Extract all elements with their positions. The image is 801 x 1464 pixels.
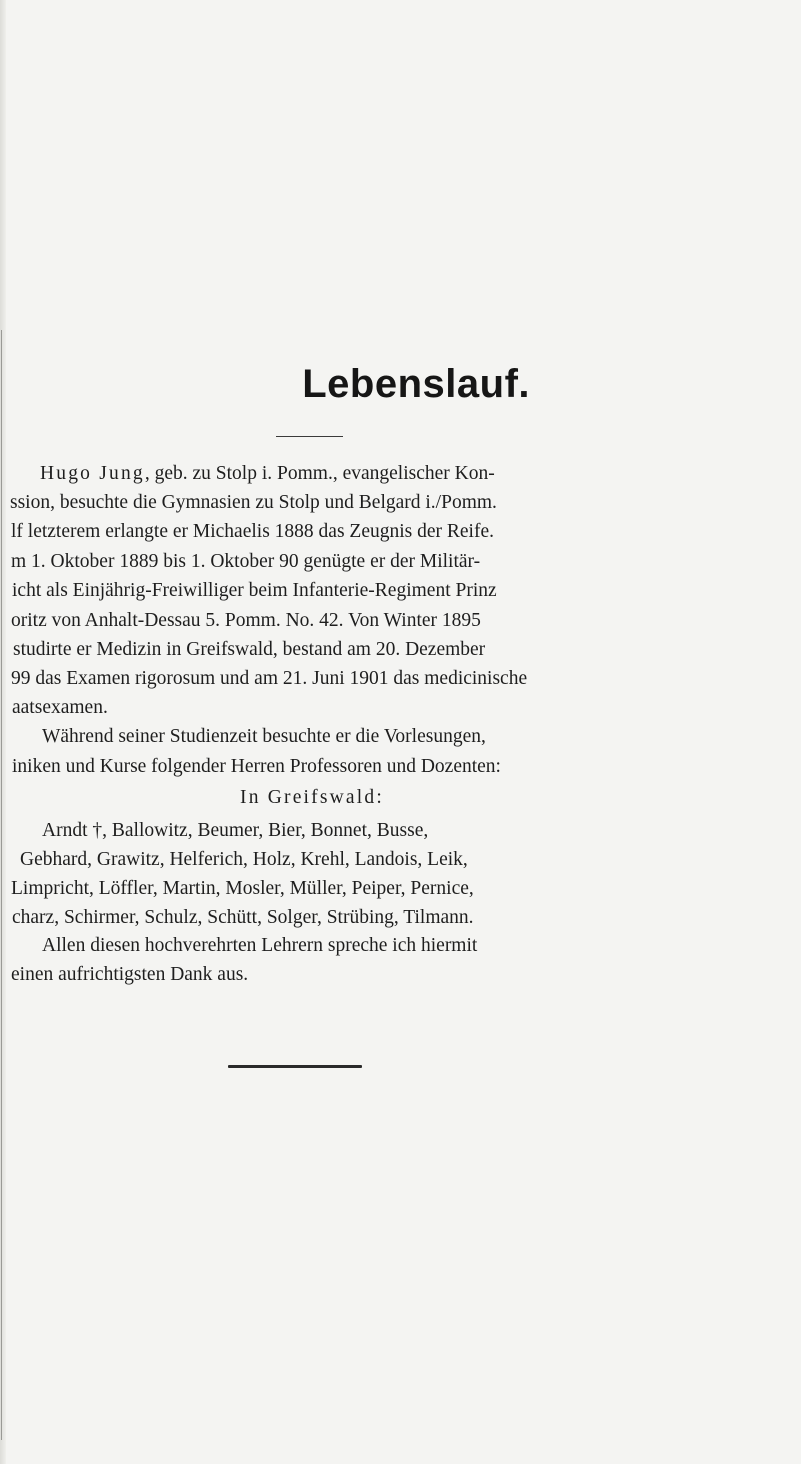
text-line-1: Hugo Jung, geb. zu Stolp i. Pomm., evangelischer Kon- xyxy=(40,463,495,484)
text-line-11: iniken und Kurse folgender Herren Professoren und Dozenten: xyxy=(12,756,501,777)
document-title: Lebenslauf. xyxy=(302,362,530,406)
text-line-10: Während seiner Studienzeit besuchte er die Vorlesungen, xyxy=(42,726,486,747)
text-line-18: einen aufrichtigsten Dank aus. xyxy=(11,964,249,985)
section-heading: In Greifswald: xyxy=(240,787,384,808)
text-line-7: studirte er Medizin in Greifswald, bestand am 20. Dezember xyxy=(13,639,486,660)
text-line-16: charz, Schirmer, Schulz, Schütt, Solger, Strübing, Tilmann. xyxy=(12,907,474,928)
title-rule xyxy=(276,436,343,437)
name-spaced: Hugo Jung xyxy=(40,463,145,484)
text-line-5: icht als Einjährig-Freiwilliger beim Infanterie-Regiment Prinz xyxy=(12,580,497,601)
text-line-4: m 1. Oktober 1889 bis 1. Oktober 90 genügte er der Militär- xyxy=(11,551,481,572)
text-line-3: lf letzterem erlangte er Michaelis 1888 das Zeugnis der Reife. xyxy=(11,521,494,542)
text-line-2: ssion, besuchte die Gymnasien zu Stolp und Belgard i./Pomm. xyxy=(10,492,497,513)
closing-rule xyxy=(228,1065,362,1068)
text-line-13: Arndt †, Ballowitz, Beumer, Bier, Bonnet, Busse, xyxy=(42,820,429,841)
text-line-9: aatsexamen. xyxy=(12,697,108,718)
text-line-15: Limpricht, Löffler, Martin, Mosler, Müller, Peiper, Pernice, xyxy=(11,878,474,899)
binding-line xyxy=(1,330,2,1440)
text-line-8: 99 das Examen rigorosum und am 21. Juni 1901 das medicinische xyxy=(11,668,528,689)
text-line-14: Gebhard, Grawitz, Helferich, Holz, Krehl, Landois, Leik, xyxy=(20,849,468,870)
text-line-6: oritz von Anhalt-Dessau 5. Pomm. No. 42. Von Winter 1895 xyxy=(11,610,481,631)
text-line-17: Allen diesen hochverehrten Lehrern spreche ich hiermit xyxy=(42,935,478,956)
